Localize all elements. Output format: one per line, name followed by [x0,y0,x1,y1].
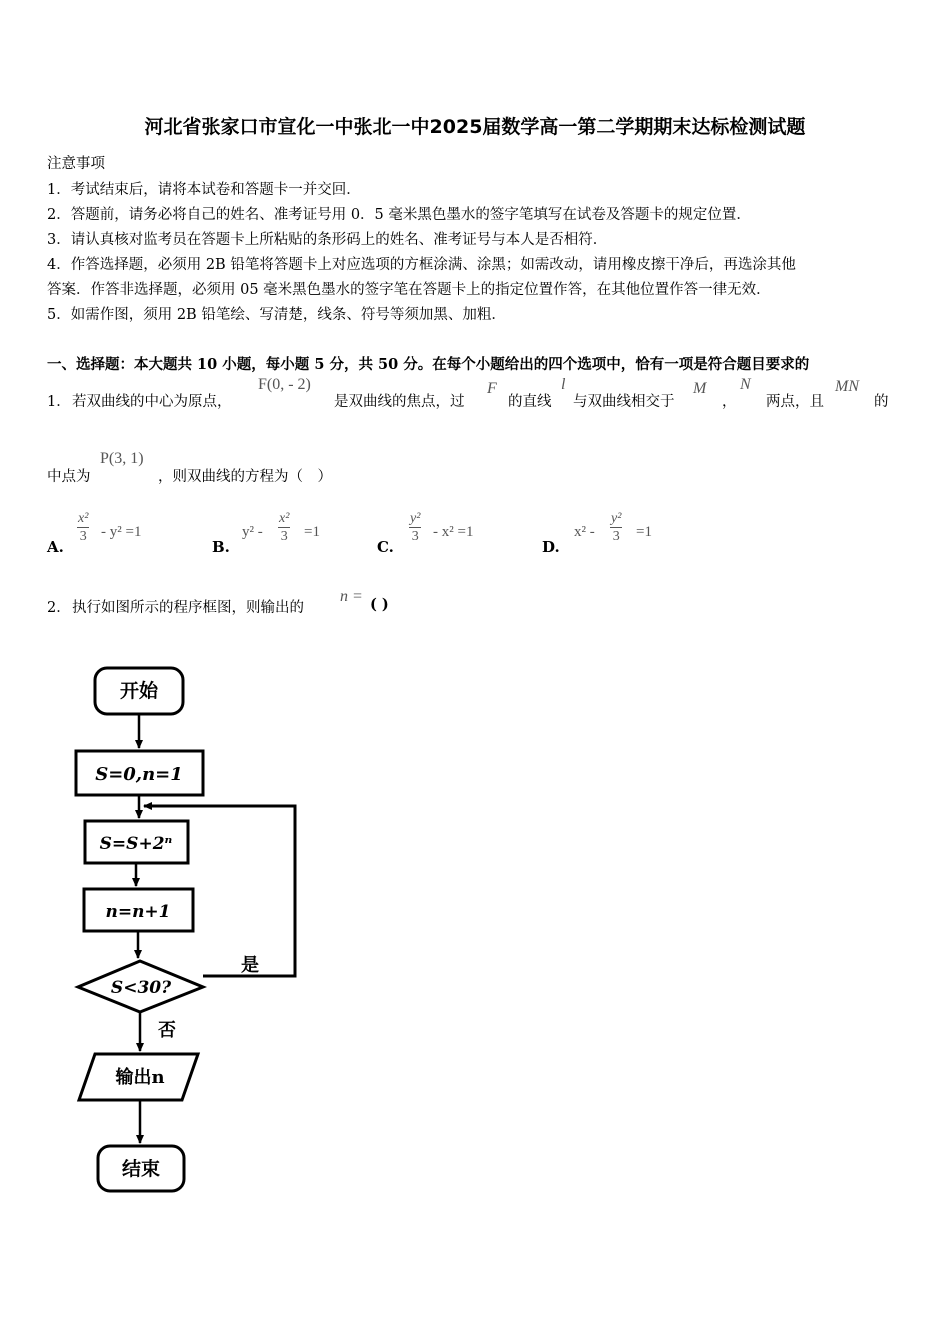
fraction: $\frac{\text{x²}}{3}$ [78,511,89,544]
option-label: A. [47,538,64,556]
question-text: 的直线 [508,394,552,410]
question-text: ， [722,394,737,410]
option-label: B. [212,538,230,556]
math-point-P: P(3, 1) [100,450,144,467]
math-var: N [740,376,751,393]
question-text: 执行如图所示的程序框图，则输出的 [72,600,304,616]
question-text: ，则双曲线的方程为（ ） [158,469,332,485]
fraction: $\frac{\text{y²}}{3}$ [611,511,622,544]
flow-init-label: S=0,n=1 [95,764,183,785]
flow-step2-label: n=n+1 [105,902,171,922]
flow-no-label: 否 [158,1020,176,1041]
question-number: 2． [47,600,71,616]
question-text: 若双曲线的中心为原点， [72,394,232,410]
fraction: $\frac{\text{y²}}{3}$ [410,511,421,544]
question-text: 中点为 [47,469,91,485]
notice-item: 答案．作答非选择题，必须用 05 毫米黑色墨水的签字笔在答题卡上的指定位置作答，在其他位置作答一律无效． [47,282,771,298]
flow-step1-label: S=S+2ⁿ [99,834,173,854]
question-number: 1． [47,394,71,410]
question-text: 两点，且 [766,394,824,410]
notice-item: 1．考试结束后，请将本试卷和答题卡一并交回． [47,182,361,198]
flow-yes-label: 是 [241,955,259,976]
flow-output-label: 输出n [115,1067,165,1088]
notice-item: 4．作答选择题，必须用 2B 铅笔将答题卡上对应选项的方框涂满、涂黑；如需改动，请用橡皮擦干净后，再选涂其他 [47,257,796,273]
question-text: 是双曲线的焦点，过 [334,394,465,410]
math-point-F: F(0, - 2) [258,376,311,393]
section-heading: 一、选择题：本大题共 10 小题，每小题 5 分，共 50 分。在每个小题给出的四个选项中，恰有一项是符合题目要求的 [47,356,810,373]
math-var: n = [340,588,363,605]
option-label: C. [377,538,394,556]
flow-end-label: 结束 [121,1158,161,1180]
fraction: $\frac{\text{x²}}{3}$ [279,511,290,544]
notice-item: 3．请认真核对监考员在答题卡上所粘贴的条形码上的姓名、准考证号与本人是否相符． [47,232,608,248]
math-var: MN [835,378,859,395]
question-text: ( ) [370,596,389,613]
flow-start-label: 开始 [119,680,159,702]
notice-heading: 注意事项 [47,156,105,172]
question-text: 的 [874,394,889,410]
notice-item: 2．答题前，请务必将自己的姓名、准考证号用 0．5 毫米黑色墨水的签字笔填写在试卷及答题卡的规定位置． [47,207,751,223]
flow-condition-label: S<30? [110,978,172,998]
notice-item: 5．如需作图，须用 2B 铅笔绘、写清楚，线条、符号等须加黑、加粗． [47,307,506,323]
question-text: 与双曲线相交于 [573,394,675,410]
option-label: D. [542,538,560,556]
page-title: 河北省张家口市宣化一中张北一中2025届数学高一第二学期期末达标检测试题 [144,116,806,138]
math-var: M [693,380,707,397]
math-var: l [561,376,566,393]
math-var: F [487,380,497,397]
